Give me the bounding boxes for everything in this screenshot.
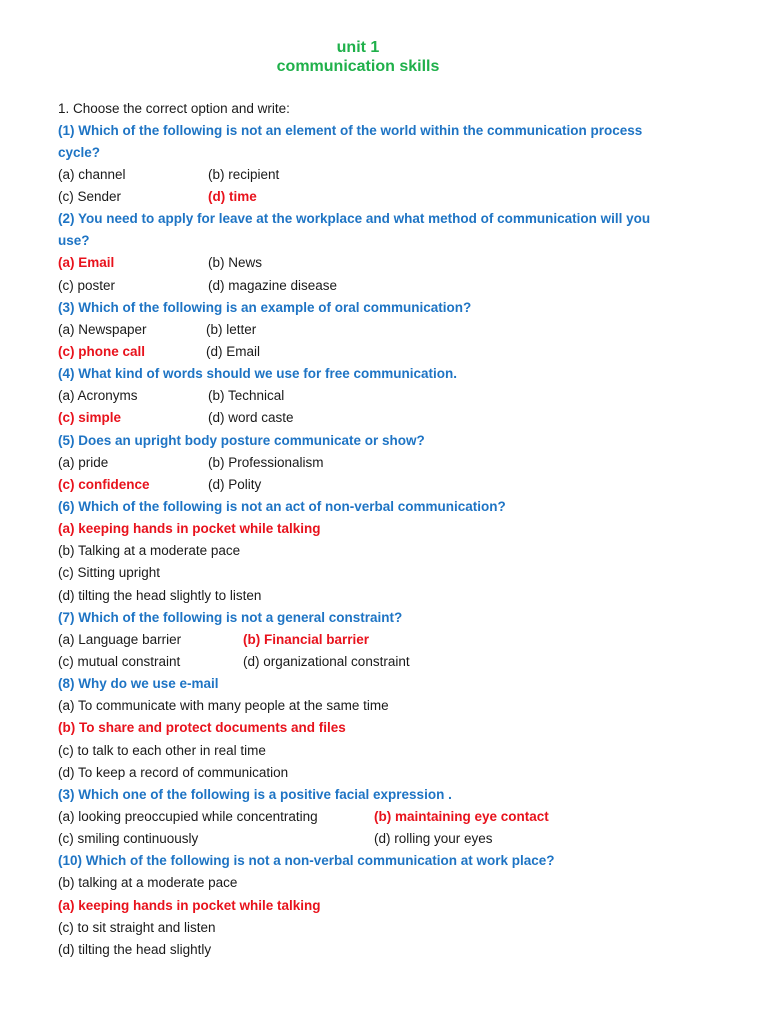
correct-answer-option: (d) time	[208, 189, 257, 205]
question-text: (2) You need to apply for leave at the workplace and what method of communication will you use?	[58, 211, 651, 249]
question-text: (8) Why do we use e-mail	[58, 676, 219, 692]
question-text: (7) Which of the following is not a general constraint?	[58, 609, 403, 625]
correct-answer-option: (a) keeping hands in pocket while talking	[58, 897, 321, 913]
correct-answer-option: (b) maintaining eye contact	[374, 809, 549, 825]
question-text: (1) Which of the following is not an element of the world within the communication process cycle?	[58, 123, 643, 160]
option-row	[58, 252, 768, 274]
option-row	[58, 540, 768, 562]
answer-option: (a) looking preoccupied while concentrating	[58, 809, 318, 825]
unit-title: unit 1	[336, 39, 380, 56]
option-row	[58, 828, 768, 850]
answer-option: (b) News	[208, 255, 263, 271]
answer-option: (c) Sitting upright	[58, 565, 161, 581]
question-text: (10) Which of the following is not a non-verbal communication at work place?	[58, 853, 555, 869]
answer-option: (a) pride	[58, 454, 109, 470]
answer-option: (a) Acronyms	[58, 388, 138, 404]
option-row	[58, 562, 768, 584]
answer-option: (b) recipient	[208, 167, 280, 182]
answer-option: (b) Professionalism	[208, 454, 324, 470]
answer-option: (c) poster	[58, 277, 116, 293]
answer-option: (d) rolling your eyes	[374, 831, 493, 847]
answer-option: (c) smiling continuously	[58, 831, 199, 847]
option-row	[58, 452, 768, 474]
option-row	[58, 186, 768, 208]
option-row	[58, 385, 768, 407]
correct-answer-option: (c) simple	[58, 410, 122, 426]
correct-answer-option: (a) Email	[58, 255, 115, 271]
answer-option: (c) to sit straight and listen	[58, 919, 216, 935]
answer-option: (d) organizational constraint	[243, 654, 410, 670]
answer-option: (b) Talking at a moderate pace	[58, 543, 241, 559]
option-row	[58, 275, 768, 297]
option-row	[58, 939, 768, 961]
option-row	[58, 762, 768, 784]
answer-option: (d) Email	[206, 344, 261, 360]
answer-option: (b) letter	[206, 321, 257, 337]
option-row	[58, 740, 768, 762]
option-row	[58, 407, 768, 429]
option-row	[58, 806, 768, 828]
correct-answer-option: (c) confidence	[58, 476, 150, 492]
subject-title: communication skills	[276, 58, 440, 75]
option-row	[58, 474, 768, 496]
option-row	[58, 895, 768, 917]
option-row	[58, 695, 768, 717]
answer-option: (c) mutual constraint	[58, 654, 181, 670]
answer-option: (a) Language barrier	[58, 631, 182, 647]
correct-answer-option: (b) To share and protect documents and files	[58, 720, 346, 736]
option-row	[58, 585, 768, 607]
option-row	[58, 717, 768, 739]
answer-option: (d) tilting the head slightly	[58, 942, 212, 958]
answer-option: (b) Technical	[208, 388, 285, 404]
question-text: (3) Which one of the following is a positive facial expression .	[58, 787, 452, 803]
answer-option: (b) talking at a moderate pace	[58, 875, 238, 891]
answer-option: (a) channel	[58, 167, 126, 182]
answer-option: (c) Sender	[58, 189, 122, 205]
answer-option: (d) tilting the head slightly to listen	[58, 587, 262, 603]
option-row	[58, 651, 768, 673]
answer-option: (d) word caste	[208, 410, 294, 426]
option-row	[58, 518, 768, 540]
heading	[58, 38, 658, 76]
instruction: 1. Choose the correct option and write:	[58, 101, 290, 116]
answer-option: (a) Newspaper	[58, 321, 147, 337]
answer-option: (d) To keep a record of communication	[58, 764, 289, 780]
option-row	[58, 341, 768, 363]
answer-option: (d) Polity	[208, 476, 262, 492]
answer-option: (c) to talk to each other in real time	[58, 742, 266, 758]
question-text: (3) Which of the following is an example of oral communication?	[58, 299, 472, 315]
option-row	[58, 629, 768, 651]
correct-answer-option: (b) Financial barrier	[243, 631, 370, 647]
option-row	[58, 164, 768, 186]
correct-answer-option: (c) phone call	[58, 344, 146, 360]
answer-option: (d) magazine disease	[208, 277, 338, 293]
question-list	[58, 120, 768, 961]
answer-option: (a) To communicate with many people at the same time	[58, 698, 389, 714]
option-row	[58, 917, 768, 939]
question-text: (6) Which of the following is not an act of non-verbal communication?	[58, 499, 506, 515]
correct-answer-option: (a) keeping hands in pocket while talking	[58, 521, 321, 537]
question-text: (5) Does an upright body posture communicate or show?	[58, 432, 425, 448]
option-row	[58, 319, 768, 341]
option-row	[58, 872, 768, 894]
question-text: (4) What kind of words should we use for free communication.	[58, 366, 458, 382]
